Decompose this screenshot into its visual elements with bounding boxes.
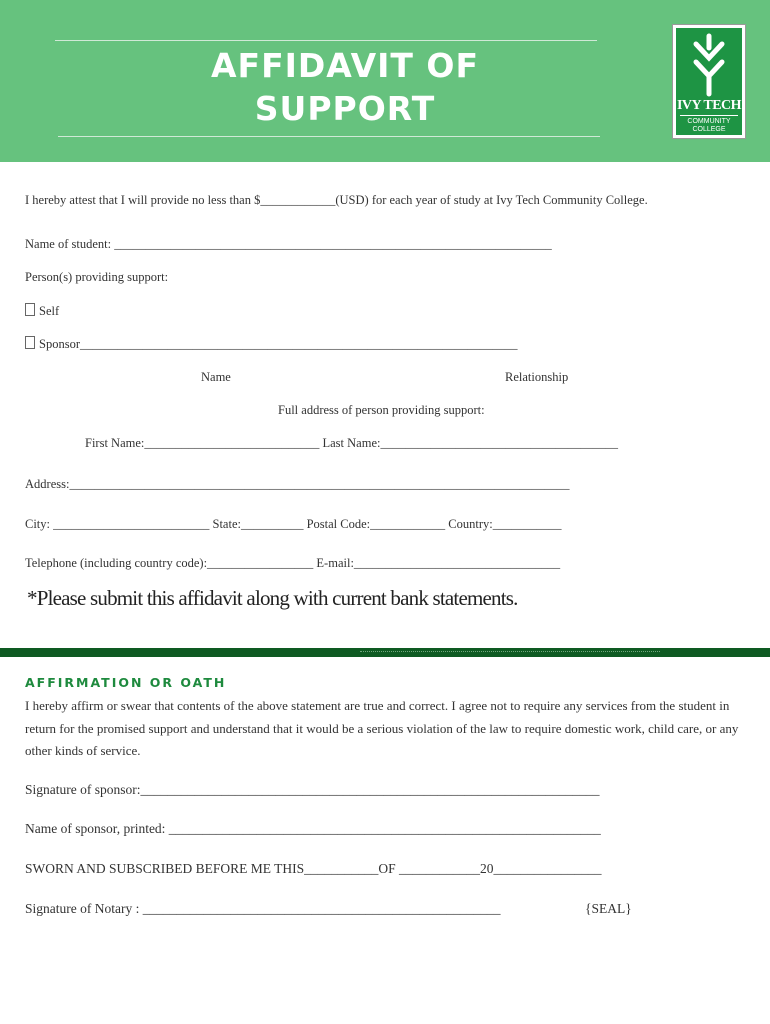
address-heading: Full address of person providing support:	[278, 403, 485, 417]
phone-email-fields[interactable]: Telephone (including country code):_________________ E-mail:_________________________________	[25, 556, 561, 570]
oath-paragraph: I hereby affirm or swear that contents of the above statement are true and correct. I agree not to require any services from the student in return for the promised support and understand that it would be a serious violation of the law to require domestic work, child care, or any other kinds of service.	[25, 698, 739, 758]
city-state-fields[interactable]: City: _________________________ State:__________ Postal Code:____________ Country:___________	[25, 517, 562, 531]
title-rule-bottom	[58, 136, 600, 137]
persons-label: Person(s) providing support:	[25, 270, 169, 284]
sponsor-signature-field[interactable]: Signature of sponsor:____________________________________________________________________	[25, 782, 600, 797]
logo-sub-1: COMMUNITY	[687, 118, 731, 125]
address-field[interactable]: Address:________________________________________________________________________________	[25, 477, 570, 491]
sponsor-option[interactable]	[25, 336, 517, 352]
name-caption: Name	[201, 370, 231, 384]
sponsor-checkbox[interactable]	[25, 336, 35, 349]
sponsor-field[interactable]: Sponsor______________________________________________________________________	[39, 337, 518, 351]
logo-background	[676, 28, 742, 135]
bank-statement-note: *Please submit this affidavit along with current bank statements.	[27, 586, 518, 610]
header-banner	[0, 0, 770, 162]
logo-subtitle	[676, 118, 742, 134]
title-line-2: SUPPORT	[254, 89, 436, 128]
ivy-leaf-icon	[676, 30, 742, 98]
notary-signature-field[interactable]: Signature of Notary : _____________________________________________________	[25, 901, 501, 916]
name-fields[interactable]: First Name:____________________________ Last Name:______________________________________	[85, 436, 618, 450]
title-rule-top	[55, 40, 597, 41]
section-heading: AFFIRMATION OR OATH	[25, 675, 227, 690]
page-title	[160, 44, 530, 130]
student-name-field[interactable]: Name of student: ______________________________________________________________________	[25, 237, 552, 251]
self-label: Self	[39, 304, 60, 318]
seal-label: {SEAL}	[585, 901, 632, 916]
self-option[interactable]	[25, 303, 59, 319]
relationship-caption: Relationship	[505, 370, 569, 384]
self-checkbox[interactable]	[25, 303, 35, 316]
sworn-line[interactable]: SWORN AND SUBSCRIBED BEFORE ME THIS___________OF ____________20________________	[25, 861, 602, 876]
section-divider-band	[0, 648, 770, 657]
title-line-1: AFFIDAVIT OF	[210, 46, 479, 85]
divider-dots	[360, 651, 660, 652]
sponsor-name-field[interactable]: Name of sponsor, printed: ________________________________________________________________	[25, 821, 601, 836]
attest-statement: I hereby attest that I will provide no less than $____________(USD) for each year of study at Ivy Tech Community College.	[25, 193, 648, 207]
logo-name: IVY TECH	[676, 98, 742, 113]
ivy-tech-logo	[672, 24, 746, 139]
logo-sub-2: COLLEGE	[692, 126, 726, 133]
logo-divider	[680, 115, 738, 116]
